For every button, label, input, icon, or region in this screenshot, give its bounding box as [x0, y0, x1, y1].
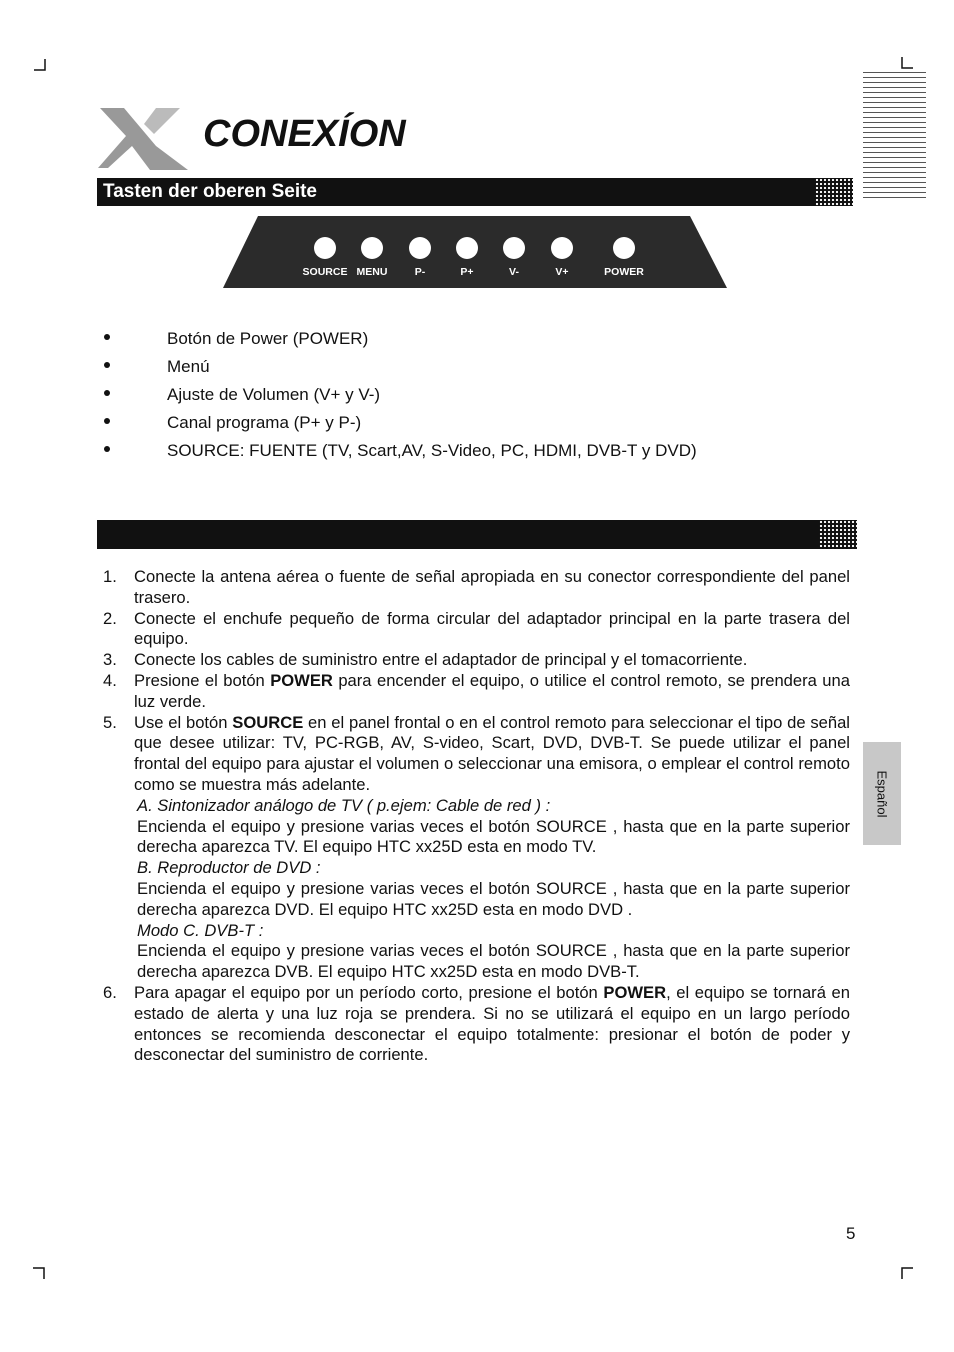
panel-button-label: SOURCE	[302, 266, 348, 278]
section-heading-bar	[97, 178, 853, 206]
step-item	[103, 983, 850, 1066]
bullet-text: Canal programa (P+ y P-)	[167, 413, 362, 432]
bullet-text: Ajuste de Volumen (V+ y V-)	[167, 385, 381, 404]
subsection-body: Encienda el equipo y presione varias veces el botón SOURCE , hasta que en la parte superior derecha aparezca DVB. El equipo HTC xx25D esta en modo DVB-T.	[137, 941, 850, 982]
panel-button-label: P+	[460, 266, 474, 278]
step-item	[103, 650, 850, 671]
step-number: 3.	[103, 650, 117, 670]
panel-button-label: MENU	[356, 266, 388, 278]
panel-button-label: POWER	[604, 266, 644, 278]
step-text: Conecte los cables de suministro entre el adaptador de principal y el tomacorriente.	[134, 650, 748, 670]
step-text: en el panel frontal o en el control remoto para seleccionar el tipo de señal que desee utilizar: TV, PC-RGB, AV, S-video, Scart, DVD, DVB-T. Se puede utilizar el panel frontal del equipo para ajustar el volumen o seleccionar una emisora, o emplear el control remoto como se muestra más adelante.	[134, 712, 850, 794]
language-side-tab	[863, 742, 901, 845]
bullet-dot	[104, 362, 110, 368]
crop-mark-bottom-left	[33, 1267, 45, 1279]
step-item	[103, 713, 850, 796]
step-number: 4.	[103, 670, 117, 690]
step-number: 6.	[103, 982, 117, 1002]
halftone-decoration	[815, 178, 853, 206]
panel-button-vminus	[503, 237, 525, 259]
section-heading: Tasten der oberen Seite	[103, 181, 317, 202]
panel-button-pminus	[409, 237, 431, 259]
bullet-text: SOURCE: FUENTE (TV, Scart,AV, S-Video, PC, HDMI, DVB-T y DVD)	[167, 441, 697, 460]
panel-button-menu	[361, 237, 383, 259]
striped-margin-decoration	[863, 72, 926, 200]
bullet-text: Botón de Power (POWER)	[167, 329, 369, 348]
step-text: Use el botón	[134, 712, 233, 732]
subsection-heading: A. Sintonizador análogo de TV ( p.ejem: Cable de red ) :	[137, 795, 551, 815]
subsection-heading: Modo C. DVB-T :	[137, 920, 264, 940]
step-text: , el equipo se tornará en estado de alerta y una luz roja se prendera. Si no se utilizará el equipo en un largo período entonces se recomienda desconectar el equipo totalmente: presionar el botón de poder y desconectar del suministro de corriente.	[134, 982, 850, 1065]
panel-button-label: V-	[509, 266, 519, 278]
panel-button-power	[613, 237, 635, 259]
step-emphasis: POWER	[270, 670, 333, 690]
step-text: Para apagar el equipo por un período corto, presione el botón	[134, 982, 604, 1002]
step-text: Conecte la antena aérea o fuente de señal apropiada en su conector correspondiente del panel trasero.	[134, 567, 850, 607]
step-number: 1.	[103, 567, 117, 586]
crop-mark-top-right	[901, 57, 913, 69]
subsection-body: Encienda el equipo y presione varias veces el botón SOURCE , hasta que en la parte superior derecha aparezca TV. El equipo HTC xx25D esta en modo TV.	[137, 816, 850, 857]
step-item	[103, 609, 850, 651]
language-label: Español	[874, 770, 890, 818]
panel-button-vplus	[551, 237, 573, 259]
top-button-panel-illustration	[222, 214, 728, 290]
bullet-dot	[104, 446, 110, 452]
halftone-decoration	[819, 520, 857, 549]
panel-button-label: V+	[555, 266, 569, 278]
connection-steps	[103, 567, 850, 1066]
panel-button-label: P-	[414, 266, 426, 278]
step-number: 2.	[103, 608, 117, 628]
subsection-heading: B. Reproductor de DVD :	[137, 858, 321, 878]
panel-button-pplus	[456, 237, 478, 259]
step-number: 5.	[103, 712, 117, 732]
bullet-dot	[104, 390, 110, 396]
step-item	[103, 567, 850, 609]
crop-mark-top-left	[34, 59, 46, 71]
subsection-body: Encienda el equipo y presione varias veces el botón SOURCE , hasta que en la parte superior derecha aparezca DVD. El equipo HTC xx25D esta en modo DVD .	[137, 878, 850, 919]
section-heading-bar-2	[97, 520, 857, 549]
step-item	[103, 671, 850, 713]
brand-x-logo	[96, 106, 194, 170]
step-emphasis: POWER	[603, 982, 667, 1002]
panel-button-source	[314, 237, 336, 259]
bullet-dot	[104, 334, 110, 340]
crop-mark-bottom-right	[901, 1267, 913, 1279]
step-emphasis: SOURCE	[232, 712, 304, 732]
step-text: para encender el equipo, o utilice el control remoto, se prendera una luz verde.	[134, 670, 850, 711]
page-number: 5	[846, 1224, 856, 1243]
bullet-dot	[104, 418, 110, 424]
step-text: Presione el botón	[134, 670, 271, 690]
bullet-text: Menú	[167, 357, 210, 376]
step-text: Conecte el enchufe pequeño de forma circular del adaptador principal en la parte trasera del equipo.	[134, 608, 850, 649]
page-title: CONEXÍON	[203, 113, 406, 155]
